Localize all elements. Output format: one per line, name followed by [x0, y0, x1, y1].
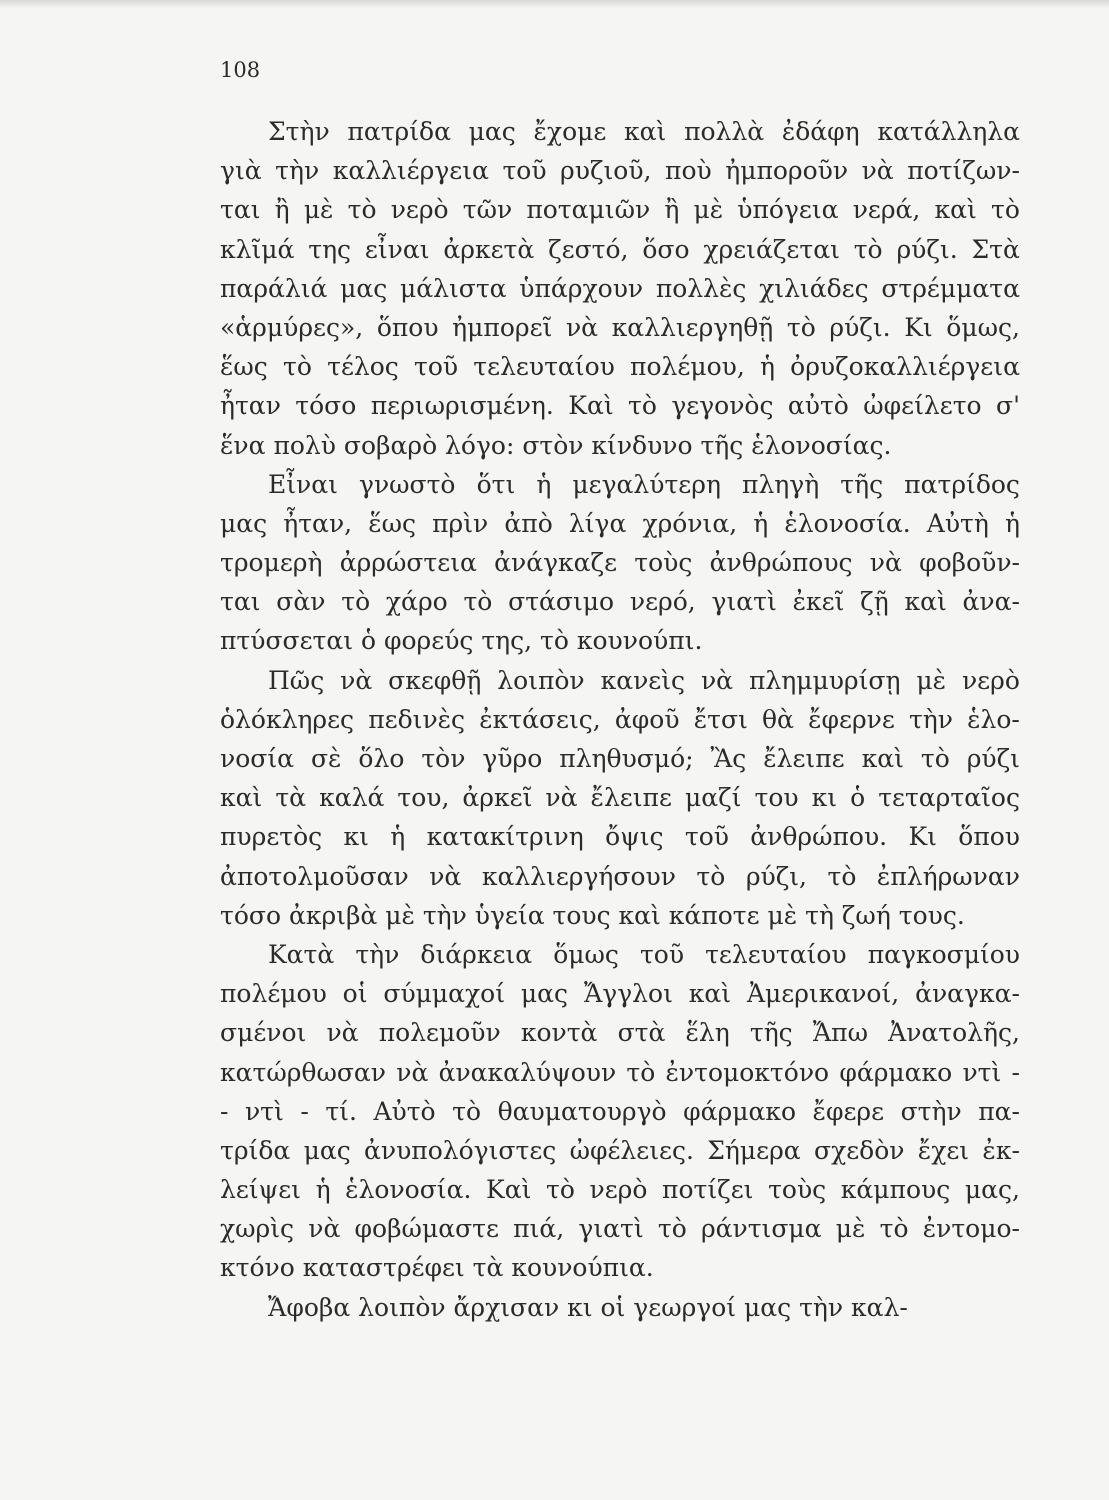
body-text [220, 112, 1020, 1327]
text-line: κτόνο καταστρέφει τὰ κουνούπια. [220, 1253, 654, 1283]
text-line: πολέμου οἱ σύμμαχοί μας Ἄγγλοι καὶ Ἀμερικανοί, ἀναγκα- [220, 979, 1020, 1009]
text-line: ἕως τὸ τέλος τοῦ τελευταίου πολέμου, ἡ ὀρυζοκαλλιέργεια [220, 352, 1020, 382]
text-line: γιὰ τὴν καλλιέργεια τοῦ ρυζιοῦ, ποὺ ἠμποροῦν νὰ ποτίζων- [220, 156, 1020, 186]
text-line: σμένοι νὰ πολεμοῦν κοντὰ στὰ ἕλη τῆς Ἄπω Ἀνατολῆς, [220, 1018, 1020, 1048]
text-line: ἦταν τόσο περιωρισμένη. Καὶ τὸ γεγονὸς αὐτὸ ὠφείλετο σ' [220, 391, 1020, 421]
text-line: καὶ τὰ καλά του, ἀρκεῖ νὰ ἔλειπε μαζί του κι ὁ τεταρταῖος [220, 783, 1020, 813]
text-line: πτύσσεται ὁ φορεύς της, τὸ κουνούπι. [220, 626, 703, 656]
text-line: μας ἦταν, ἕως πρὶν ἀπὸ λίγα χρόνια, ἡ ἑλονοσία. Αὐτὴ ἡ [220, 508, 1020, 538]
text-line: ται σὰν τὸ χάρο τὸ στάσιμο νερό, γιατὶ ἐκεῖ ζῇ καὶ ἀνα- [220, 587, 1020, 617]
text-line: νοσία σὲ ὅλο τὸν γῦρο πληθυσμό; Ἂς ἔλειπε καὶ τὸ ρύζι [220, 744, 1020, 773]
text-line: ἀποτολμοῦσαν νὰ καλλιεργήσουν τὸ ρύζι, τὸ ἐπλήρωναν [220, 861, 1020, 891]
text-line: λείψει ἡ ἑλονοσία. Καὶ τὸ νερὸ ποτίζει τοὺς κάμπους μας, [220, 1175, 1020, 1205]
text-line: παράλιά μας μάλιστα ὑπάρχουν πολλὲς χιλιάδες στρέμματα [220, 273, 1020, 303]
text-line: κατώρθωσαν νὰ ἀνακαλύψουν τὸ ἐντομοκτόνο φάρμακο ντὶ - [220, 1057, 1020, 1087]
text-line: Ἄφοβα λοιπὸν ἄρχισαν κι οἱ γεωργοί μας τὴν καλ- [268, 1292, 908, 1322]
text-line: τόσο ἀκριβὰ μὲ τὴν ὑγεία τους καὶ κάποτε μὲ τὴ ζωή τους. [220, 900, 965, 930]
text-line: ἕνα πολὺ σοβαρὸ λόγο: στὸν κίνδυνο τῆς ἑλονοσίας. [220, 430, 892, 460]
text-line: «ἁρμύρες», ὅπου ἠμπορεῖ νὰ καλλιεργηθῇ τὸ ρύζι. Κι ὅμως, [220, 312, 1020, 342]
text-line: πυρετὸς κι ἡ κατακίτρινη ὄψις τοῦ ἀνθρώπου. Κι ὅπου [220, 822, 1020, 852]
page-number: 108 [220, 58, 261, 82]
text-line: Κατὰ τὴν διάρκεια ὅμως τοῦ τελευταίου παγκοσμίου [268, 939, 1020, 969]
text-line: χωρὶς νὰ φοβώμαστε πιά, γιατὶ τὸ ράντισμα μὲ τὸ ἐντομο- [220, 1214, 1020, 1244]
text-line: - ντὶ - τί. Αὐτὸ τὸ θαυματουργὸ φάρμακο ἔφερε στὴν πα- [220, 1096, 1020, 1126]
text-line: τρομερὴ ἀρρώστεια ἀνάγκαζε τοὺς ἀνθρώπους νὰ φοβοῦν- [220, 548, 1020, 578]
text-line: ὁλόκληρες πεδινὲς ἐκτάσεις, ἀφοῦ ἔτσι θὰ ἔφερνε τὴν ἑλο- [220, 704, 1020, 734]
scan-edge-shadow [0, 0, 1109, 8]
text-line: ται ἢ μὲ τὸ νερὸ τῶν ποταμιῶν ἢ μὲ ὑπόγεια νερά, καὶ τὸ [220, 195, 1020, 225]
text-line: κλῖμά της εἶναι ἀρκετὰ ζεστό, ὅσο χρειάζεται τὸ ρύζι. Στὰ [220, 234, 1020, 264]
text-line: Εἶναι γνωστὸ ὅτι ἡ μεγαλύτερη πληγὴ τῆς πατρίδος [268, 469, 1020, 499]
text-line: τρίδα μας ἀνυπολόγιστες ὠφέλειες. Σήμερα σχεδὸν ἔχει ἐκ- [220, 1135, 1020, 1165]
text-line: Πῶς νὰ σκεφθῇ λοιπὸν κανεὶς νὰ πλημμυρίσῃ μὲ νερὸ [268, 665, 1020, 695]
text-line: Στὴν πατρίδα μας ἔχομε καὶ πολλὰ ἐδάφη κατάλληλα [268, 117, 1020, 146]
